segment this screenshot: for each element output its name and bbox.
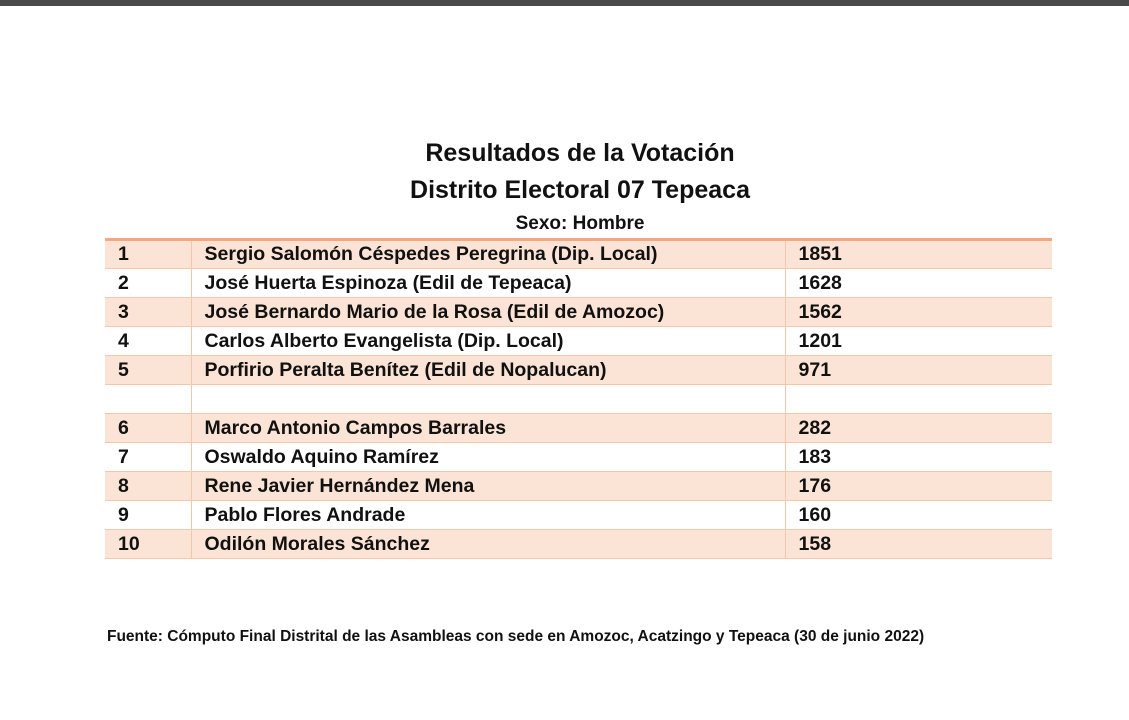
- candidate-name-cell: Pablo Flores Andrade: [191, 501, 785, 530]
- table-row: [105, 472, 1052, 501]
- rank-cell: 9: [105, 501, 191, 530]
- top-bar: [0, 0, 1129, 6]
- page-subtitle-district: Distrito Electoral 07 Tepeaca: [410, 176, 750, 204]
- candidate-name-cell: Odilón Morales Sánchez: [191, 530, 785, 559]
- sex-filter-label: Sexo: Hombre: [515, 213, 645, 234]
- votes-cell: 971: [785, 356, 1052, 385]
- table-row: [105, 530, 1052, 559]
- votes-cell: 282: [785, 414, 1052, 443]
- candidate-name-cell: José Bernardo Mario de la Rosa (Edil de Amozoc): [191, 298, 785, 327]
- table-row: [105, 269, 1052, 298]
- votes-cell: 183: [785, 443, 1052, 472]
- rank-cell: 8: [105, 472, 191, 501]
- votes-cell: 158: [785, 530, 1052, 559]
- source-note: Fuente: Cómputo Final Distrital de las Asambleas con sede en Amozoc, Acatzingo y Tepeaca (30 de junio 2022): [107, 628, 925, 645]
- votes-cell: 1851: [785, 240, 1052, 269]
- votes-cell: 1628: [785, 269, 1052, 298]
- table-row: [105, 298, 1052, 327]
- table-row: [105, 443, 1052, 472]
- votes-cell: 176: [785, 472, 1052, 501]
- candidate-name-cell: Sergio Salomón Céspedes Peregrina (Dip. Local): [191, 240, 785, 269]
- table-row: [105, 327, 1052, 356]
- results-table: [105, 238, 1052, 559]
- table-row: [105, 356, 1052, 385]
- candidate-name-cell: [191, 385, 785, 414]
- table-row-spacer: [105, 385, 1052, 414]
- candidate-name-cell: Rene Javier Hernández Mena: [191, 472, 785, 501]
- votes-cell: 160: [785, 501, 1052, 530]
- candidate-name-cell: Marco Antonio Campos Barrales: [191, 414, 785, 443]
- votes-cell: 1562: [785, 298, 1052, 327]
- rank-cell: 4: [105, 327, 191, 356]
- rank-cell: 2: [105, 269, 191, 298]
- rank-cell: [105, 385, 191, 414]
- votes-cell: 1201: [785, 327, 1052, 356]
- candidate-name-cell: Carlos Alberto Evangelista (Dip. Local): [191, 327, 785, 356]
- votes-cell: [785, 385, 1052, 414]
- rank-cell: 1: [105, 240, 191, 269]
- candidate-name-cell: Oswaldo Aquino Ramírez: [191, 443, 785, 472]
- candidate-name-cell: Porfirio Peralta Benítez (Edil de Nopalucan): [191, 356, 785, 385]
- page-title: Resultados de la Votación: [425, 139, 735, 167]
- candidate-name-cell: José Huerta Espinoza (Edil de Tepeaca): [191, 269, 785, 298]
- rank-cell: 6: [105, 414, 191, 443]
- table-row: [105, 501, 1052, 530]
- table-row: [105, 240, 1052, 269]
- rank-cell: 7: [105, 443, 191, 472]
- rank-cell: 3: [105, 298, 191, 327]
- table-row: [105, 414, 1052, 443]
- rank-cell: 10: [105, 530, 191, 559]
- rank-cell: 5: [105, 356, 191, 385]
